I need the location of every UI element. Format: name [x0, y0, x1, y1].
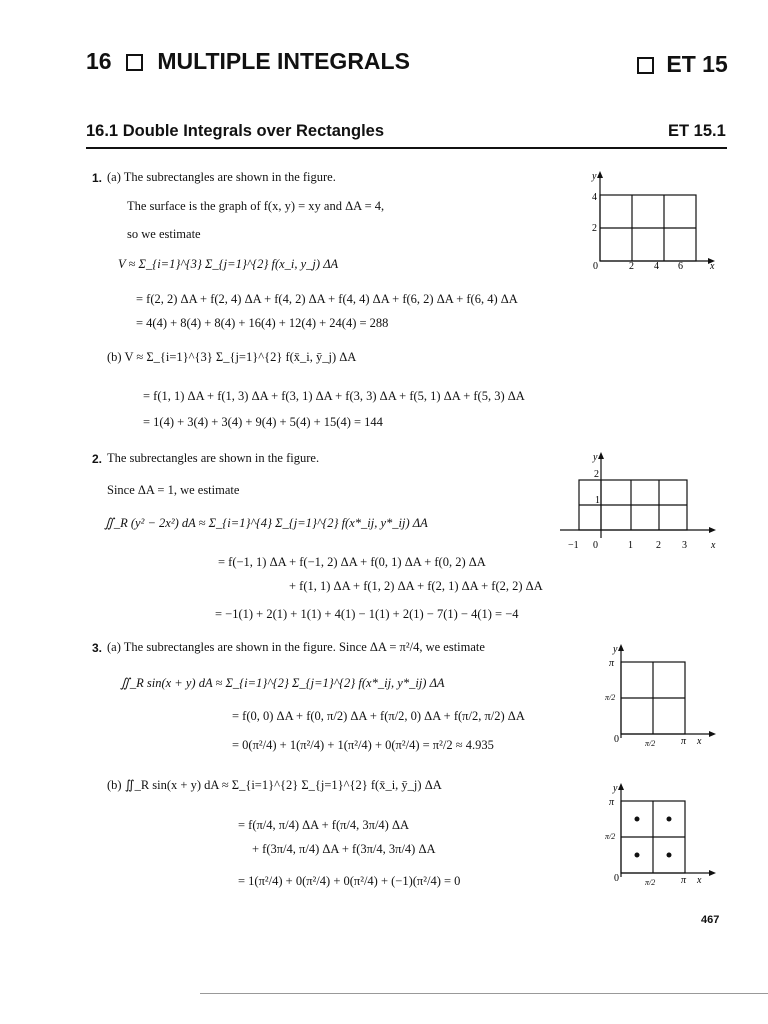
tick-label: 2: [592, 223, 597, 234]
tick-label: 2: [629, 261, 634, 272]
p3-a-sum: ∬_R sin(x + y) dA ≈ Σ_{i=1}^{2} Σ_{j=1}^{2} f(x*_ij, y*_ij) ΔA: [120, 676, 445, 690]
tick-label: 2: [656, 540, 661, 551]
problem-2-number: 2.: [92, 452, 103, 466]
problem-3a-figure: [595, 638, 725, 753]
midpoint-dot: [635, 817, 640, 822]
tick-label: π: [609, 797, 615, 808]
p1-a-so: so we estimate: [127, 227, 201, 241]
midpoint-dot: [667, 817, 672, 822]
p2-since: Since ΔA = 1, we estimate: [107, 483, 240, 497]
tick-label: 6: [678, 261, 683, 272]
y-axis-label: y: [613, 644, 618, 655]
tick-label: 1: [595, 495, 600, 506]
p2-intro: The subrectangles are shown in the figure.: [107, 451, 320, 465]
p3-b-line4: = 1(π²/4) + 0(π²/4) + 0(π²/4) + (−1)(π²/4) = 0: [238, 874, 461, 888]
problem-1-figure: [560, 165, 725, 275]
square-icon: [126, 54, 143, 71]
problem-3b-figure: [595, 777, 725, 892]
tick-label: π: [681, 736, 687, 747]
p1-a-surface: The surface is the graph of f(x, y) = xy and ΔA = 4,: [127, 199, 385, 213]
section-et-ref: ET 15.1: [668, 122, 726, 140]
x-axis-label: x: [711, 540, 716, 551]
tick-label: π/2: [605, 693, 616, 702]
origin-label: 0: [614, 873, 619, 884]
midpoint-dot: [667, 853, 672, 858]
p3-a-line2: = f(0, 0) ΔA + f(0, π/2) ΔA + f(π/2, 0) ΔA + f(π/2, π/2) ΔA: [232, 709, 525, 723]
x-axis-label: x: [697, 736, 702, 747]
problem-1-number: 1.: [92, 171, 103, 185]
section-title: 16.1 Double Integrals over Rectangles: [86, 122, 385, 140]
x-axis-label: x: [697, 875, 702, 886]
chapter-title: MULTIPLE INTEGRALS: [157, 48, 410, 74]
p1-b-sum: (b) V ≈ Σ_{i=1}^{3} Σ_{j=1}^{2} f(x̄_i, ȳ_j) ΔA: [107, 350, 357, 364]
section-divider: [86, 147, 727, 149]
p1-a-intro: (a) The subrectangles are shown in the figure.: [107, 170, 336, 184]
p2-sum: ∬_R (y² − 2x²) dA ≈ Σ_{i=1}^{4} Σ_{j=1}^{2} f(x*_ij, y*_ij) ΔA: [104, 516, 428, 530]
p1-a-sum: V ≈ Σ_{i=1}^{3} Σ_{j=1}^{2} f(x_i, y_j) ΔA: [118, 257, 339, 271]
p3-a-intro: (a) The subrectangles are shown in the figure. Since ΔA = π²/4, we estimate: [107, 640, 485, 654]
p1-b-line3: = 1(4) + 3(4) + 3(4) + 9(4) + 5(4) + 15(4) = 144: [143, 415, 383, 429]
x-axis-label: x: [710, 261, 715, 272]
p2-line2: = f(−1, 1) ΔA + f(−1, 2) ΔA + f(0, 1) ΔA + f(0, 2) ΔA: [218, 555, 486, 569]
p2-line4: = −1(1) + 2(1) + 1(1) + 4(1) − 1(1) + 2(1) − 7(1) − 4(1) = −4: [215, 607, 519, 621]
origin-label: 0: [614, 734, 619, 745]
p2-line3: + f(1, 1) ΔA + f(1, 2) ΔA + f(2, 1) ΔA + f(2, 2) ΔA: [289, 579, 543, 593]
p1-b-line2: = f(1, 1) ΔA + f(1, 3) ΔA + f(3, 1) ΔA + f(3, 3) ΔA + f(5, 1) ΔA + f(5, 3) ΔA: [143, 389, 525, 403]
p1-a-line2: = f(2, 2) ΔA + f(2, 4) ΔA + f(4, 2) ΔA + f(4, 4) ΔA + f(6, 2) ΔA + f(6, 4) ΔA: [136, 292, 518, 306]
et-chapter-ref: [637, 51, 728, 78]
footer-rule: [200, 993, 768, 994]
tick-label: π/2: [645, 739, 656, 748]
chapter-heading: [86, 48, 410, 75]
tick-label: −1: [568, 540, 579, 551]
tick-label: 4: [654, 261, 659, 272]
midpoint-dot: [635, 853, 640, 858]
origin-label: 0: [593, 261, 598, 272]
tick-label: π/2: [645, 878, 656, 887]
y-axis-label: y: [613, 783, 618, 794]
p3-b-line2: = f(π/4, π/4) ΔA + f(π/4, 3π/4) ΔA: [238, 818, 410, 832]
tick-label: 4: [592, 192, 597, 203]
tick-label: π: [609, 658, 615, 669]
y-axis-label: y: [592, 171, 597, 182]
page-number: 467: [701, 914, 720, 926]
tick-label: 2: [594, 469, 599, 480]
square-icon: [637, 57, 654, 74]
p1-a-line3: = 4(4) + 8(4) + 8(4) + 16(4) + 12(4) + 24(4) = 288: [136, 316, 389, 330]
problem-3-number: 3.: [92, 641, 103, 655]
origin-label: 0: [593, 540, 598, 551]
et-chapter-text: ET 15: [666, 51, 728, 77]
p3-b-line3: + f(3π/4, π/4) ΔA + f(3π/4, 3π/4) ΔA: [252, 842, 436, 856]
chapter-number: 16: [86, 48, 112, 74]
tick-label: 1: [628, 540, 633, 551]
tick-label: 3: [682, 540, 687, 551]
tick-label: π: [681, 875, 687, 886]
y-axis-label: y: [593, 452, 598, 463]
problem-2-figure: [555, 448, 725, 553]
tick-label: π/2: [605, 832, 616, 841]
p3-b-sum: (b) ∬_R sin(x + y) dA ≈ Σ_{i=1}^{2} Σ_{j=1}^{2} f(x̄_i, ȳ_j) ΔA: [107, 778, 442, 792]
p3-a-line3: = 0(π²/4) + 1(π²/4) + 1(π²/4) + 0(π²/4) = π²/2 ≈ 4.935: [232, 738, 494, 752]
